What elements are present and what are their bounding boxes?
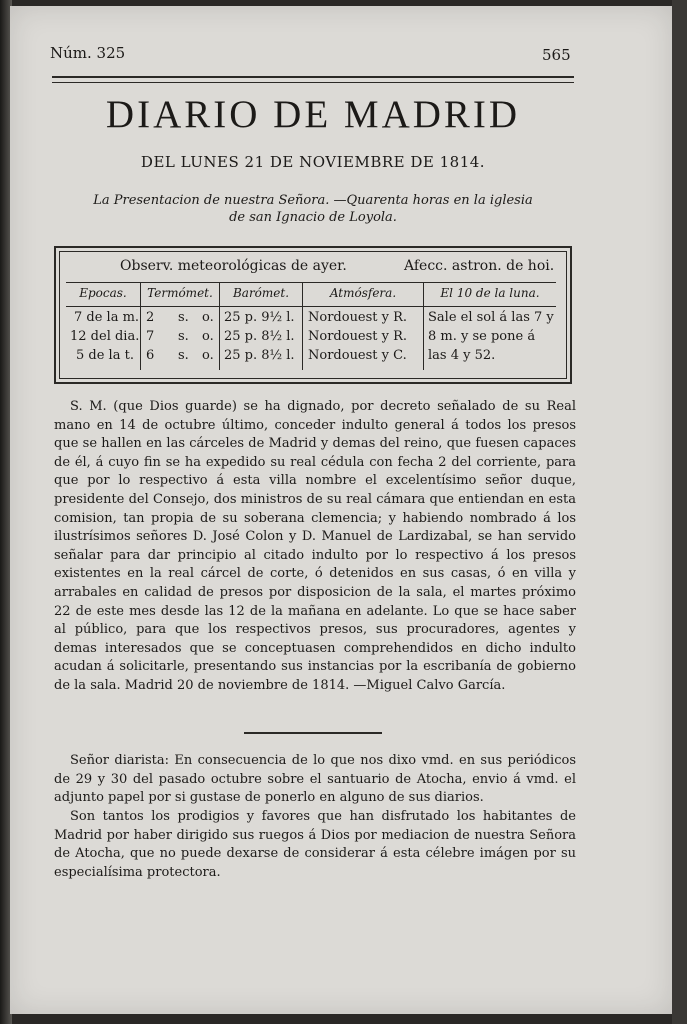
feast-note bbox=[70, 192, 556, 226]
letter-paragraph-1: Señor diarista: En consecuencia de lo que nos dixo vmd. en sus periódicos de 29 y 30 del pasado octubre sobre el santuario de Atocha, envio á vmd. el adjunto papel por si gustase de ponerlo en alguno de sus diarios. bbox=[54, 753, 576, 806]
astronomy-text: Sale el sol á las 7 y 8 m. y se pone á las 4 y 52. bbox=[428, 310, 554, 363]
cell-term: 7 bbox=[146, 329, 155, 344]
cell-barom: 25 p. 8½ l. bbox=[224, 348, 295, 363]
cell-atmos: Nordouest y R. bbox=[308, 329, 408, 344]
cell-epoca: 7 de la m. bbox=[74, 310, 140, 325]
cell-atmos: Nordouest y C. bbox=[308, 348, 407, 363]
masthead-title: DIARIO DE MADRID bbox=[105, 93, 521, 136]
header-rule-thin bbox=[52, 82, 574, 83]
observations-heading: Observ. meteorológicas de ayer. bbox=[120, 258, 347, 274]
cell-term: 6 bbox=[146, 348, 155, 363]
newspaper-page bbox=[10, 6, 672, 1014]
col-epocas: Epocas. bbox=[79, 286, 127, 300]
cell-barom: 25 p. 8½ l. bbox=[224, 329, 295, 344]
cell-o: o. bbox=[202, 329, 214, 344]
letter-paragraph-2: Son tantos los prodigios y favores que han disfrutado los habitantes de Madrid por haber dirigido sus ruegos á Dios por mediacion de nuestra Señora de Atocha, que no puede dexarse de considerar á esta célebre imágen por su especialísima protectora. bbox=[54, 809, 576, 880]
col-barometro: Barómet. bbox=[232, 286, 290, 300]
decree-paragraph: S. M. (que Dios guarde) se ha dignado, por decreto señalado de su Real mano en 14 de octubre último, conceder indulto general á todos los presos que se hallen en las cárceles de Madrid y demas del reino, que fuesen capaces de él, á cuyo fin se ha expedido su real cédula con fecha 2 del corriente, para que por lo respectivo á esta villa nombre el excelentísimo señor duque, presidente del Consejo, dos ministros de su real cámara que entiendan en esta comision, tan propia de su soberana clemencia; y habiendo nombrado á los ilustrísimos señores D. José Colon y D. Manuel de Lardizabal, se han servido señalar para dar principio al citado indulto por lo respectivo á los presos existentes en la real cárcel de corte, ó detenidos en sus casas, ó en villa y arrabales en calidad de presos por disposicion de la sala, el martes próximo 22 de este mes desde las 12 de la mañana en adelante. Lo que se hace saber al público, para que los respectivos presos, sus procuradores, agentes y demas interesados que se conceptuasen comprehendidos en dicho indulto acudan á solicitarle, presentando sus instancias por la escribanía de gobierno de la sala. Madrid 20 de noviembre de 1814. —Miguel Calvo García. bbox=[54, 399, 576, 693]
cell-atmos: Nordouest y R. bbox=[308, 310, 408, 325]
astronomy-heading: Afecc. astron. de hoi. bbox=[404, 258, 555, 274]
header-rule bbox=[52, 76, 574, 78]
feast-line-2: de san Ignacio de Loyola. bbox=[229, 210, 397, 225]
feast-line-1: La Presentacion de nuestra Señora. —Quarenta horas en la iglesia bbox=[93, 193, 533, 208]
col-atmosfera: Atmósfera. bbox=[329, 286, 397, 300]
col-termometro: Termómet. bbox=[147, 286, 213, 300]
cell-epoca: 5 de la t. bbox=[76, 348, 134, 363]
cell-barom: 25 p. 9½ l. bbox=[224, 310, 295, 325]
issue-date: DEL LUNES 21 DE NOVIEMBRE DE 1814. bbox=[140, 153, 486, 171]
section-divider bbox=[244, 732, 382, 734]
cell-s: s. bbox=[178, 348, 189, 363]
weather-table bbox=[54, 246, 572, 384]
cell-epoca: 12 del dia. bbox=[70, 329, 140, 344]
cell-term: 2 bbox=[146, 310, 155, 325]
issue-number: Núm. 325 bbox=[50, 44, 126, 62]
cell-s: s. bbox=[178, 329, 189, 344]
cell-s: s. bbox=[178, 310, 189, 325]
cell-o: o. bbox=[202, 348, 214, 363]
scan-right-edge bbox=[672, 0, 687, 1024]
page-number: 565 bbox=[542, 46, 571, 64]
col-luna: El 10 de la luna. bbox=[440, 286, 540, 300]
cell-o: o. bbox=[202, 310, 214, 325]
